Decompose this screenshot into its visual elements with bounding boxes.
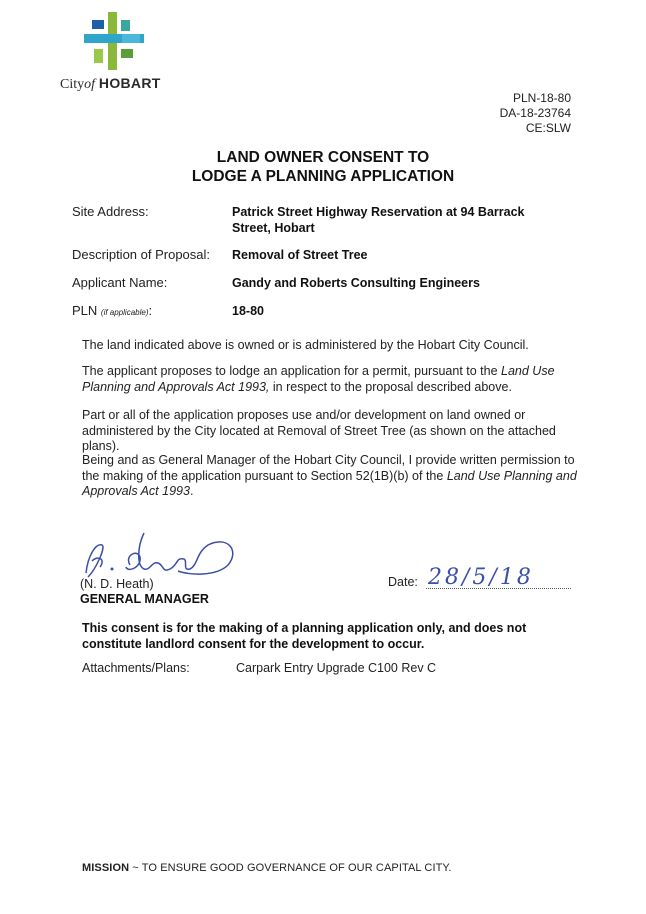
pln-label-text: PLN (72, 303, 98, 318)
paragraph-application-act: Land Use Planning and Approvals Act 1993, (82, 364, 555, 394)
paragraph-land-use: Part or all of the application proposes use and/or development on land owned or administered by the City located at Removal of Street Tree (as shown on the attached plans). (82, 408, 556, 453)
handwritten-date (424, 560, 564, 590)
handwritten-signature (78, 525, 243, 585)
ref-pln: PLN-18-80 (512, 91, 571, 105)
site-address-value (232, 204, 562, 236)
paragraph-application-end: in respect to the proposal described above. (269, 379, 512, 394)
logo-mark-lime-block (94, 49, 103, 63)
pln-label-colon: : (148, 303, 153, 318)
applicant-label: Applicant Name: (72, 275, 168, 290)
logo-wordmark (60, 75, 161, 93)
paragraph-ownership: The land indicated above is owned or is administered by the Hobart City Council. (82, 338, 529, 352)
mission-label: MISSION (82, 862, 130, 874)
pln-label-note: (if applicable) (100, 308, 149, 317)
document-title (0, 148, 646, 186)
reference-numbers (500, 91, 571, 136)
description-label: Description of Proposal: (72, 247, 211, 262)
title-line-2: LODGE A PLANNING APPLICATION (191, 168, 455, 185)
logo-mark-darkgreen-block (121, 49, 133, 58)
site-address-line-2: Street, Hobart (232, 221, 315, 235)
mission-statement (82, 862, 452, 874)
date-label: Date: (388, 575, 418, 589)
pln-value: 18-80 (232, 304, 264, 318)
ref-ce: CE:SLW (525, 121, 571, 135)
signatory-name: (N. D. Heath) (80, 577, 154, 591)
ref-da: DA-18-23764 (499, 106, 571, 120)
logo-mark-sky-block (122, 34, 140, 43)
paragraph-permission-end: . (189, 484, 194, 498)
logo-text-city: City (60, 77, 85, 92)
paragraph-application (82, 364, 582, 395)
logo-text-of: of (84, 77, 96, 92)
paragraph-application-start: The applicant proposes to lodge an application for a permit, pursuant to the (82, 364, 502, 378)
paragraph-permission-start: Being and as General Manager of the Hobart City Council, I provide written permission to the making of the application pursuant to Section 52(1B)(b) of the (82, 453, 575, 483)
consent-notice: This consent is for the making of a planning application only, and does not constitute landlord consent for the development to occur. (82, 621, 527, 651)
pln-label (72, 303, 152, 318)
attachments-value: Carpark Entry Upgrade C100 Rev C (236, 661, 437, 675)
applicant-value: Gandy and Roberts Consulting Engineers (232, 276, 480, 290)
logo-text-hobart: HOBART (98, 75, 161, 91)
paragraph-permission-act: Land Use Planning and Approvals Act 1993 (82, 468, 577, 498)
paragraph-permission (82, 453, 582, 500)
logo-mark-teal-block (121, 20, 130, 31)
attachments-label: Attachments/Plans: (82, 661, 190, 675)
mission-text: ~ TO ENSURE GOOD GOVERNANCE OF OUR CAPITAL CITY. (129, 862, 452, 874)
site-address-label: Site Address: (72, 204, 149, 219)
handwritten-date-text: 28/5/18 (428, 565, 534, 590)
signatory-title: GENERAL MANAGER (80, 592, 209, 606)
description-value: Removal of Street Tree (232, 248, 368, 262)
site-address-line-1: Patrick Street Highway Reservation at 94 Barrack (232, 205, 525, 219)
city-of-hobart-logo (84, 12, 144, 70)
logo-mark-navy-block (92, 20, 104, 29)
title-line-1: LAND OWNER CONSENT TO (216, 149, 430, 166)
